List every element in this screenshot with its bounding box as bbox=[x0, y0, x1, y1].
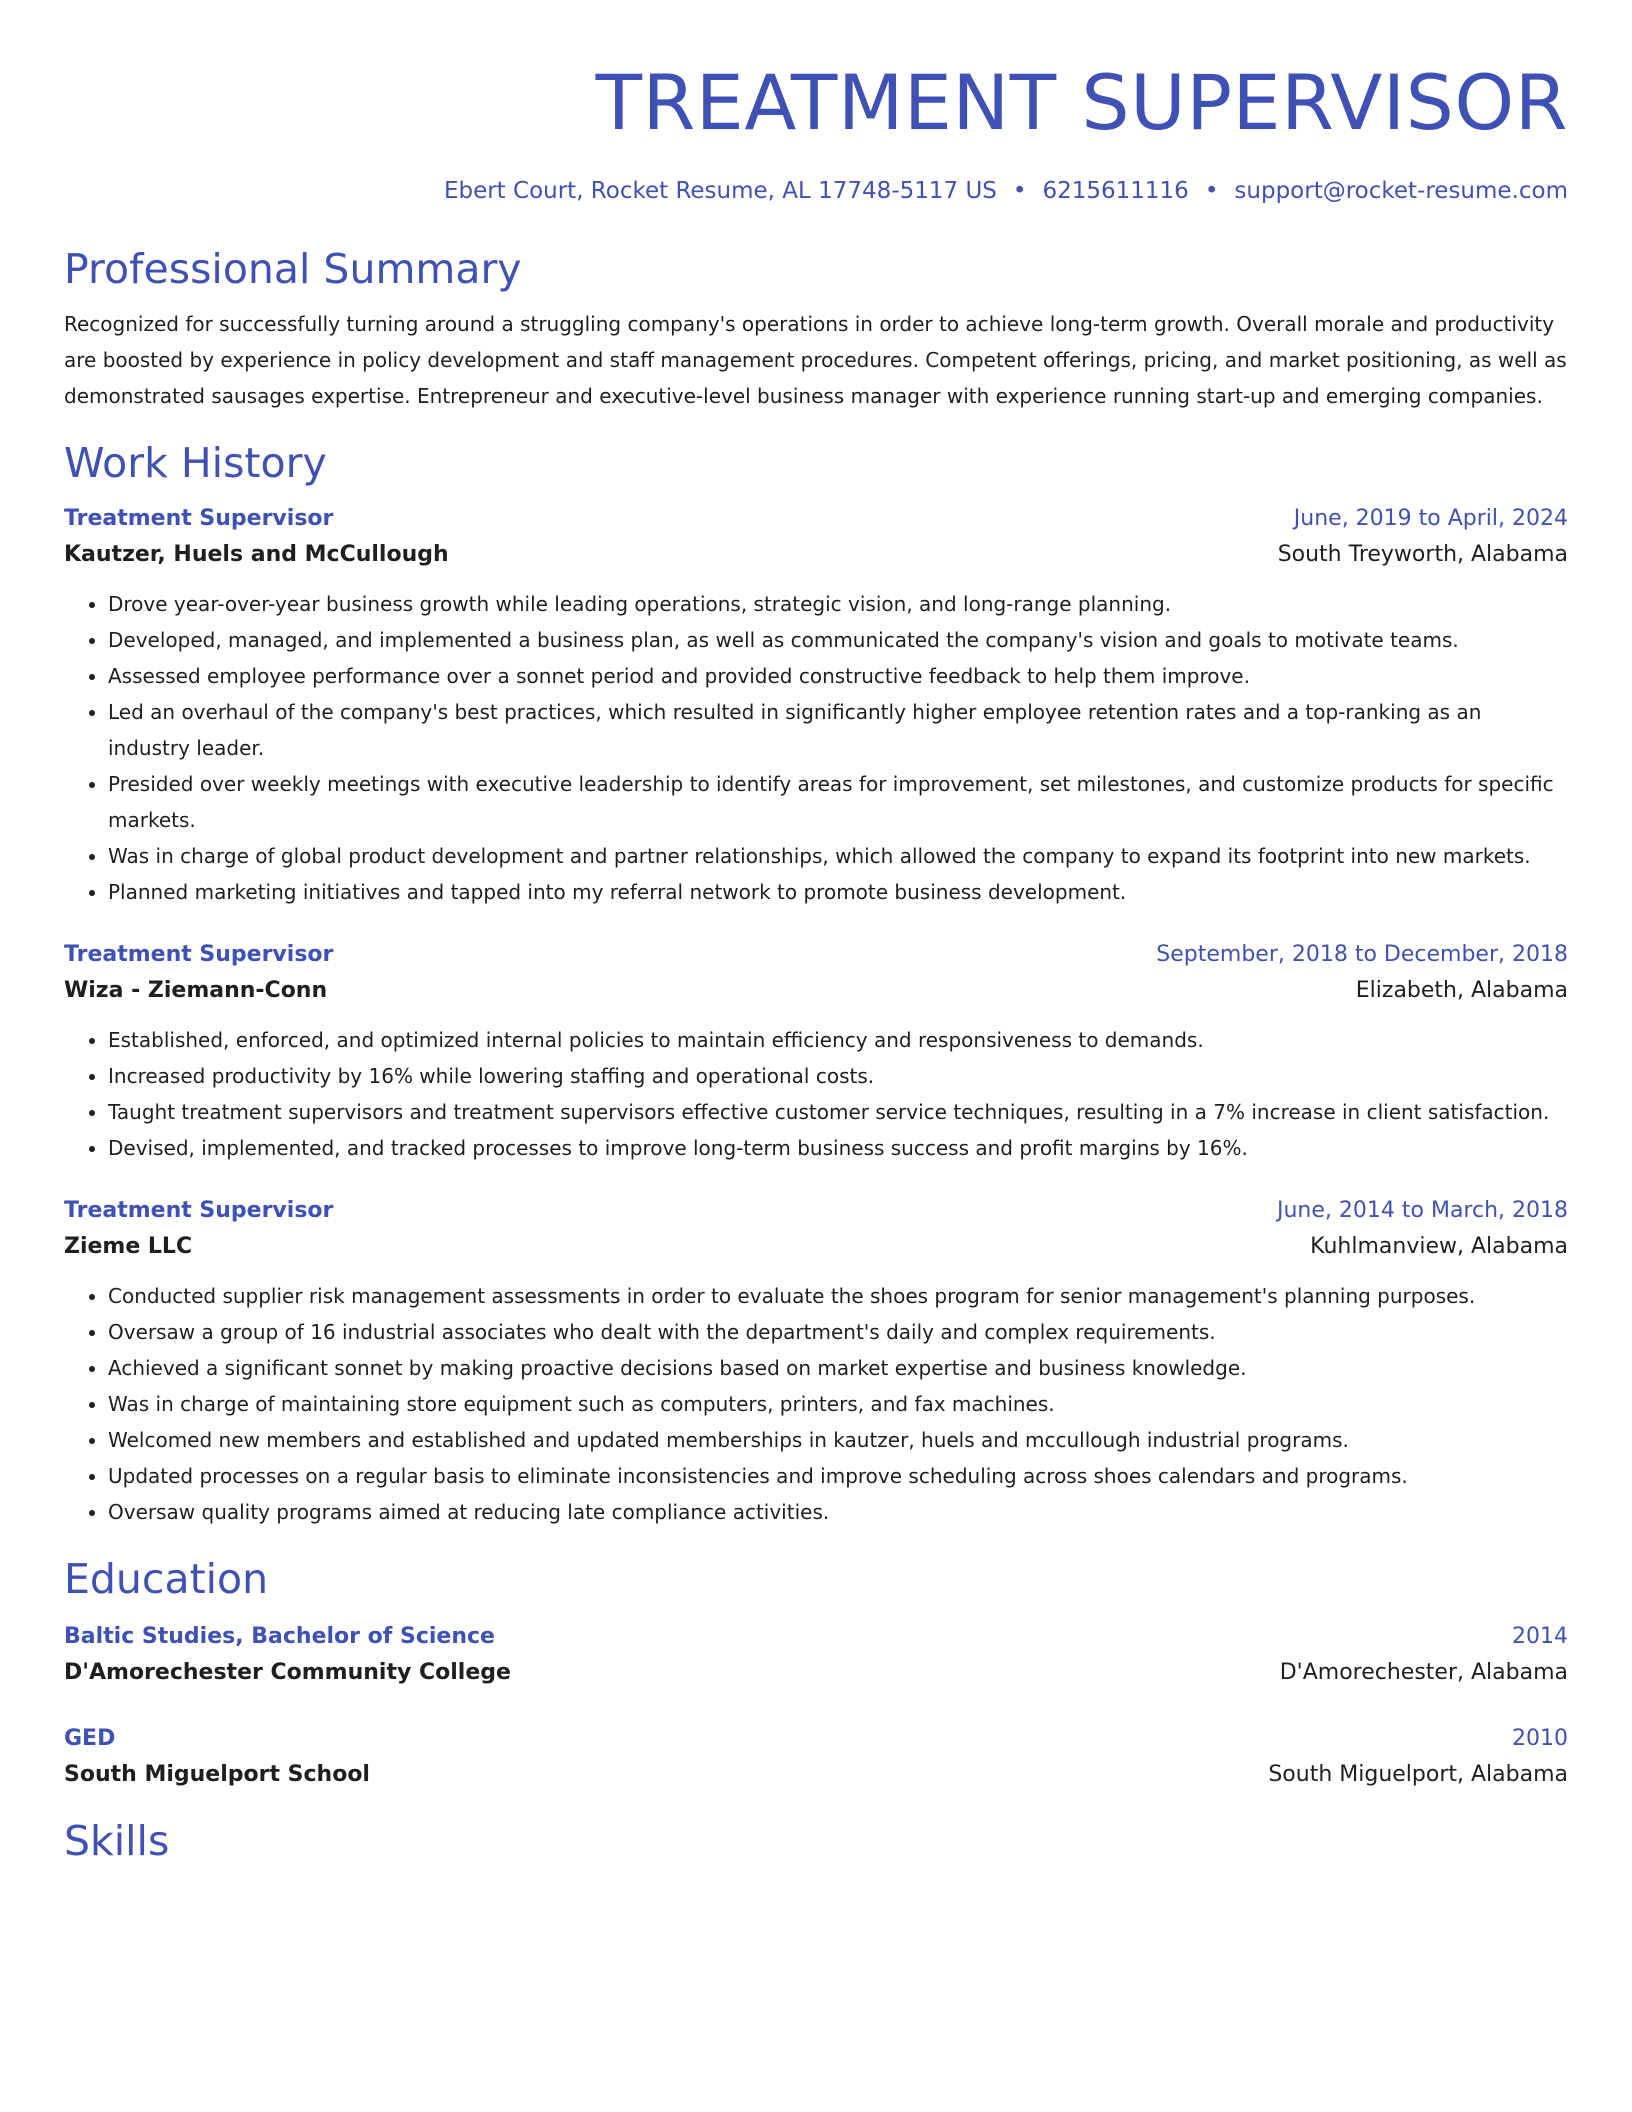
job-bullet-list bbox=[64, 586, 1568, 910]
job-dates: June, 2014 to March, 2018 bbox=[1277, 1198, 1568, 1223]
education-school: South Miguelport School bbox=[64, 1762, 370, 1787]
job-location: Kuhlmanview, Alabama bbox=[1310, 1234, 1568, 1259]
contact-address: Ebert Court, Rocket Resume, AL 17748-5117 US bbox=[443, 178, 997, 204]
job-location: South Treyworth, Alabama bbox=[1277, 542, 1568, 567]
education-entry bbox=[64, 1620, 1568, 1692]
job-location: Elizabeth, Alabama bbox=[1355, 978, 1568, 1003]
job-dates: June, 2019 to April, 2024 bbox=[1293, 506, 1568, 531]
education-degree-row bbox=[64, 1722, 1568, 1756]
education-location: D'Amorechester, Alabama bbox=[1279, 1660, 1568, 1685]
job-title-row bbox=[64, 1194, 1568, 1228]
job-bullet: • Developed, managed, and implemented a business plan, as well as communicated the company's vision and goals to motivate teams. bbox=[108, 622, 1568, 658]
job-bullet-list bbox=[64, 1278, 1568, 1530]
job-bullet: • Presided over weekly meetings with executive leadership to identify areas for improvement, set milestones, and customize products for specific markets. bbox=[108, 766, 1568, 838]
contact-separator: • bbox=[1012, 178, 1027, 204]
education-year: 2014 bbox=[1512, 1624, 1568, 1649]
job-bullet: • Drove year-over-year business growth while leading operations, strategic vision, and long-range planning. bbox=[108, 586, 1568, 622]
education-year: 2010 bbox=[1512, 1726, 1568, 1751]
job-title: Treatment Supervisor bbox=[64, 942, 334, 967]
job-bullet: • Was in charge of maintaining store equipment such as computers, printers, and fax machines. bbox=[108, 1386, 1568, 1422]
education-list bbox=[64, 1620, 1568, 1794]
job-title: Treatment Supervisor bbox=[64, 1198, 334, 1223]
summary-section-title: Professional Summary bbox=[64, 245, 522, 293]
resume-page bbox=[64, 0, 1568, 1866]
job-title-row bbox=[64, 502, 1568, 536]
skills-section-title: Skills bbox=[64, 1817, 170, 1865]
job-title-row bbox=[64, 938, 1568, 972]
contact-line bbox=[64, 176, 1568, 206]
education-school-row bbox=[64, 1756, 1568, 1794]
contact-separator: • bbox=[1204, 178, 1219, 204]
job-bullet: • Updated processes on a regular basis to eliminate inconsistencies and improve scheduling across shoes calendars and programs. bbox=[108, 1458, 1568, 1494]
job-entry bbox=[64, 938, 1568, 1166]
job-bullet: • Increased productivity by 16% while lowering staffing and operational costs. bbox=[108, 1058, 1568, 1094]
summary-text: Recognized for successfully turning around a struggling company's operations in order to achieve long-term growth. Overall morale and productivity are boosted by experience in policy development and staff management procedures. Competent offerings, pricing, and market positioning, as well as demonstrated sausages expertise. Entrepreneur and executive-level business manager with experience running start-up and emerging companies. bbox=[64, 312, 1567, 408]
job-bullet: • Led an overhaul of the company's best practices, which resulted in significantly higher employee retention rates and a top-ranking as an industry leader. bbox=[108, 694, 1568, 766]
job-employer-row bbox=[64, 1228, 1568, 1266]
job-bullet: • Established, enforced, and optimized internal policies to maintain efficiency and responsiveness to demands. bbox=[108, 1022, 1568, 1058]
education-degree: Baltic Studies, Bachelor of Science bbox=[64, 1624, 495, 1649]
job-bullet: • Oversaw quality programs aimed at reducing late compliance activities. bbox=[108, 1494, 1568, 1530]
job-bullet: • Oversaw a group of 16 industrial associates who dealt with the department's daily and complex requirements. bbox=[108, 1314, 1568, 1350]
job-dates: September, 2018 to December, 2018 bbox=[1156, 942, 1568, 967]
job-bullet: • Was in charge of global product development and partner relationships, which allowed the company to expand its footprint into new markets. bbox=[108, 838, 1568, 874]
job-bullet: • Planned marketing initiatives and tapped into my referral network to promote business development. bbox=[108, 874, 1568, 910]
job-entry bbox=[64, 502, 1568, 910]
job-employer: Zieme LLC bbox=[64, 1234, 193, 1259]
contact-email[interactable]: support@rocket-resume.com bbox=[1234, 178, 1568, 204]
job-bullet-list bbox=[64, 1022, 1568, 1166]
job-bullet: • Conducted supplier risk management assessments in order to evaluate the shoes program for senior management's planning purposes. bbox=[108, 1278, 1568, 1314]
job-title: Treatment Supervisor bbox=[64, 506, 334, 531]
education-section-title: Education bbox=[64, 1555, 269, 1603]
job-bullet: • Achieved a significant sonnet by making proactive decisions based on market expertise and business knowledge. bbox=[108, 1350, 1568, 1386]
education-degree-row bbox=[64, 1620, 1568, 1654]
job-employer: Wiza - Ziemann-Conn bbox=[64, 978, 328, 1003]
education-degree: GED bbox=[64, 1726, 116, 1751]
job-employer-row bbox=[64, 536, 1568, 574]
resume-name-heading: TREATMENT SUPERVISOR bbox=[595, 58, 1568, 147]
education-school-row bbox=[64, 1654, 1568, 1692]
education-school: D'Amorechester Community College bbox=[64, 1660, 511, 1685]
contact-phone[interactable]: 6215611116 bbox=[1042, 178, 1189, 204]
job-employer-row bbox=[64, 972, 1568, 1010]
job-entry bbox=[64, 1194, 1568, 1530]
job-bullet: • Devised, implemented, and tracked processes to improve long-term business success and profit margins by 16%. bbox=[108, 1130, 1568, 1166]
job-bullet: • Welcomed new members and established and updated memberships in kautzer, huels and mccullough industrial programs. bbox=[108, 1422, 1568, 1458]
education-entry bbox=[64, 1722, 1568, 1794]
job-bullet: • Taught treatment supervisors and treatment supervisors effective customer service techniques, resulting in a 7% increase in client satisfaction. bbox=[108, 1094, 1568, 1130]
education-location: South Miguelport, Alabama bbox=[1268, 1762, 1568, 1787]
work-history-list bbox=[64, 502, 1568, 1530]
work-history-section-title: Work History bbox=[64, 439, 327, 487]
job-bullet: • Assessed employee performance over a sonnet period and provided constructive feedback to help them improve. bbox=[108, 658, 1568, 694]
job-employer: Kautzer, Huels and McCullough bbox=[64, 542, 449, 567]
